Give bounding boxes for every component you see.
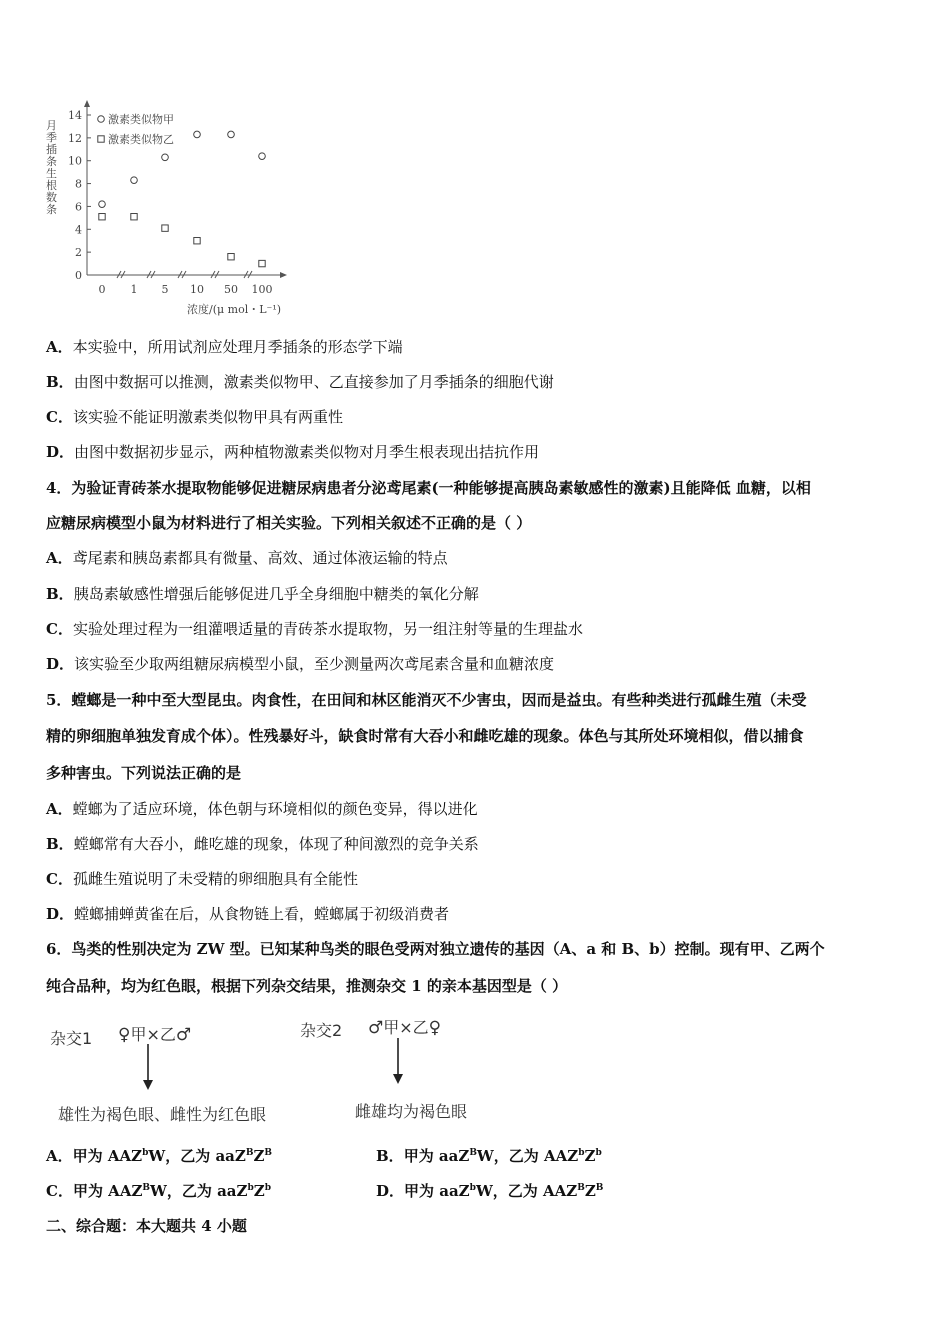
x-ticks <box>99 283 273 296</box>
x-tick-label: 5 <box>161 283 169 296</box>
legend-marker-circle <box>98 116 105 123</box>
x-tick-label: 0 <box>98 283 106 296</box>
y-axis-label-char: 生 <box>46 167 57 180</box>
female-symbol-icon: ♀ <box>118 1025 131 1045</box>
q5-stem-line-3: 多种害虫。下列说法正确的是 <box>46 764 242 782</box>
q3-option-b: B．由图中数据可以推测，激素类似物甲、乙直接参加了月季插条的细胞代谢 <box>46 373 554 391</box>
legend-label: 激素类似物乙 <box>108 133 174 146</box>
q5-option-b: B．螳螂常有大吞小，雌吃雄的现象，体现了种间激烈的竞争关系 <box>46 835 479 853</box>
y-axis-label-char: 根 <box>46 179 57 192</box>
y-axis-label <box>46 119 57 216</box>
x-axis-label: 浓度/(μ mol・L⁻¹) <box>187 303 282 316</box>
legend-marker-square <box>98 136 104 142</box>
q5-option-a: A．螳螂为了适应环境，体色朝与环境相似的颜色变异，得以进化 <box>46 800 478 818</box>
cross-2-label: 杂交2 <box>300 1021 343 1040</box>
point-square <box>162 225 168 231</box>
section-2-heading: 二、综合题：本大题共 4 小题 <box>46 1217 247 1235</box>
cross-1-result: 雄性为褐色眼、雌性为红色眼 <box>58 1105 267 1124</box>
legend-label: 激素类似物甲 <box>108 113 174 126</box>
q4-option-b: B．胰岛素敏感性增强后能够促进几乎全身细胞中糖类的氧化分解 <box>46 585 479 603</box>
x-tick-label: 1 <box>130 283 138 296</box>
q3-option-d: D．由图中数据初步显示，两种植物激素类似物对月季生根表现出拮抗作用 <box>46 443 540 461</box>
q3-option-c: C．该实验不能证明激素类似物甲具有两重性 <box>46 408 343 426</box>
cross-2-arrow-icon <box>390 1038 406 1086</box>
q5-option-c: C．孤雌生殖说明了未受精的卵细胞具有全能性 <box>46 870 358 888</box>
cross-1-label: 杂交1 <box>50 1029 93 1048</box>
cross-2-parents: ♂甲×乙♀ <box>368 1018 442 1038</box>
y-tick-label: 2 <box>75 246 82 260</box>
male-symbol-icon: ♂ <box>368 1018 384 1038</box>
q6-option-c: C．甲为 $AAZ^BW$，乙为 $aaZ^bZ^b$ <box>46 1182 272 1200</box>
point-circle <box>194 131 201 138</box>
female-symbol-icon: ♀ <box>428 1018 442 1038</box>
q4-option-c: C．实验处理过程为一组灌喂适量的青砖茶水提取物，另一组注射等量的生理盐水 <box>46 620 583 638</box>
legend <box>98 112 174 146</box>
cross-2-result: 雌雄均为褐色眼 <box>355 1102 468 1121</box>
q5-option-d: D．螳螂捕蝉黄雀在后，从食物链上看，螳螂属于初级消费者 <box>46 905 450 923</box>
y-axis-label-char: 条 <box>46 155 57 168</box>
q6-option-b: B．甲为 aaZ$^B$W，乙为 $AAZ^bZ^b$ <box>376 1147 602 1165</box>
point-square <box>228 254 234 260</box>
point-circle <box>162 154 169 161</box>
q4-stem-line-2: 应糖尿病模型小鼠为材料进行了相关实验。下列相关叙述不正确的是（ ） <box>46 514 532 532</box>
cross-1-parents: ♀甲×乙♂ <box>118 1025 192 1045</box>
y-ticks <box>68 109 91 282</box>
q4-option-d: D．该实验至少取两组糖尿病模型小鼠，至少测量两次鸢尾素含量和血糖浓度 <box>46 655 555 673</box>
y-axis-label-char: 季 <box>46 131 57 144</box>
q6-stem-line-2: 纯合品种，均为红色眼，根据下列杂交结果，推测杂交 1 的亲本基因型是（ ） <box>46 977 568 995</box>
point-square <box>194 238 200 244</box>
y-tick-label: 14 <box>68 109 82 122</box>
cross-1-arrow-icon <box>140 1044 156 1092</box>
x-tick-label: 100 <box>251 283 273 296</box>
q6-option-a: A．甲为 AAZ$^b$W，乙为 $aaZ^BZ^B$ <box>46 1147 273 1165</box>
y-axis-label-char: 条 <box>46 203 57 216</box>
male-symbol-icon: ♂ <box>175 1025 192 1045</box>
point-circle <box>228 131 235 138</box>
y-axis-label-char: 插 <box>46 143 57 156</box>
y-tick-label: 4 <box>75 223 82 237</box>
q6-option-d: D．甲为 aaZ$^b$W，乙为 $AAZ^BZ^B$ <box>376 1182 604 1200</box>
q5-stem-line-2: 精的卵细胞单独发育成个体）。性残暴好斗，缺食时常有大吞小和雌吃雄的现象。体色与其所处环境相似，借以捕食 <box>46 727 804 745</box>
y-axis-arrow <box>84 100 90 107</box>
q5-stem-line-1: 5．螳螂是一种中至大型昆虫。肉食性，在田间和林区能消灭不少害虫，因而是益虫。有些种类进行孤雌生殖（未受 <box>46 691 807 709</box>
point-square <box>99 214 105 220</box>
point-circle <box>99 201 106 208</box>
y-axis-label-char: 月 <box>46 119 57 132</box>
q3-option-a: A．本实验中，所用试剂应处理月季插条的形态学下端 <box>46 338 403 356</box>
point-circle <box>131 177 138 184</box>
y-tick-label: 0 <box>75 269 82 282</box>
point-circle <box>259 153 266 160</box>
y-axis-label-char: 数 <box>46 191 57 204</box>
y-tick-label: 8 <box>75 177 82 191</box>
y-tick-label: 12 <box>68 131 82 145</box>
point-square <box>131 214 137 220</box>
q6-stem-line-1: 6．鸟类的性别决定为 ZW 型。已知某种鸟类的眼色受两对独立遗传的基因（A、a 和 B、b）控制。现有甲、乙两个 <box>46 940 825 958</box>
y-tick-label: 6 <box>75 200 82 214</box>
data-points <box>99 131 266 267</box>
x-tick-label: 50 <box>224 283 238 296</box>
rooting-scatter-chart <box>40 95 300 320</box>
x-axis-arrow <box>280 272 287 278</box>
q4-option-a: A．鸢尾素和胰岛素都具有微量、高效、通过体液运输的特点 <box>46 549 448 567</box>
chart-axes <box>84 100 287 278</box>
point-square <box>259 260 265 266</box>
q4-stem-line-1: 4．为验证青砖茶水提取物能够促进糖尿病患者分泌鸢尾素(一种能够提高胰岛素敏感性的激素)且能降低 血糖，以相 <box>46 479 811 497</box>
x-tick-label: 10 <box>190 283 204 296</box>
y-tick-label: 10 <box>68 154 82 168</box>
